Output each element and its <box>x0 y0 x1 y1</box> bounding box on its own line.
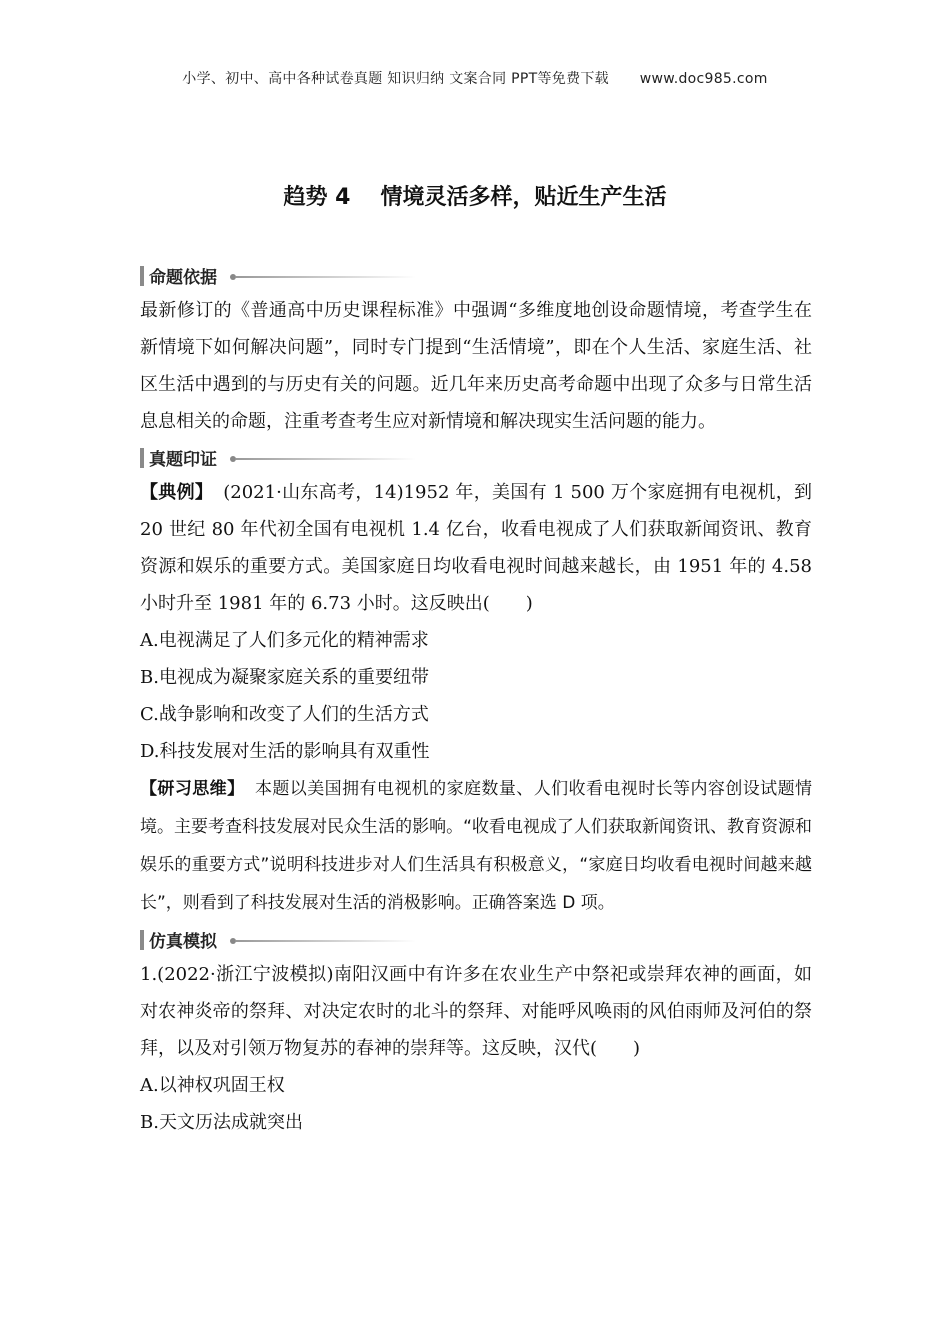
example-tag: 【典例】 <box>140 482 214 503</box>
option-d: D.科技发展对生活的影响具有双重性 <box>140 741 430 762</box>
section-heading-sim <box>140 924 812 956</box>
section-rule <box>236 940 416 942</box>
section-rule <box>236 276 416 278</box>
question-paragraph: 1.(2022·浙江宁波模拟)南阳汉画中有许多在农业生产中祭祀或崇拜农神的画面，如对农神炎帝的祭拜、对决定农时的北斗的祭拜、对能呼风唤雨的风伯雨师及河伯的祭拜，以及对引领万物复苏的春神的崇拜等。这反映，汉代( ) <box>140 964 812 1059</box>
title-prefix: 趋势 4 <box>283 185 351 210</box>
sim-option-b: B.天文历法成就突出 <box>140 1112 303 1133</box>
thinking-tag: 【研习思维】 <box>140 779 245 799</box>
title-main: 情境灵活多样，贴近生产生活 <box>380 185 667 210</box>
section-bar-icon <box>140 266 144 286</box>
thinking-text: 本题以美国拥有电视机的家庭数量、人们收看电视时长等内容创设试题情境。主要考查科技发展对民众生活的影响。“收看电视成了人们获取新闻资讯、教育资源和娱乐的重要方式”说明科技进步对人们生活具有积极意义，“家庭日均收看电视时间越来越长”，则看到了科技发展对生活的消极影响。正确答案选 D 项。 <box>140 779 813 913</box>
sim-option-a: A.以神权巩固王权 <box>140 1075 285 1096</box>
page-header <box>0 68 950 88</box>
page-title <box>0 180 950 211</box>
section-heading-real <box>140 442 812 474</box>
section-rule <box>236 458 416 460</box>
section-heading-basis <box>140 260 812 292</box>
header-text: 小学、初中、高中各种试卷真题 知识归纳 文案合同 PPT等免费下载 <box>182 71 609 87</box>
option-c: C.战争影响和改变了人们的生活方式 <box>140 704 429 725</box>
section-bar-icon <box>140 930 144 950</box>
header-site-link[interactable]: www.doc985.com <box>639 71 768 87</box>
option-a: A.电视满足了人们多元化的精神需求 <box>140 630 429 651</box>
section-label: 仿真模拟 <box>149 932 217 952</box>
basis-paragraph: 最新修订的《普通高中历史课程标准》中强调“多维度地创设命题情境，考查学生在新情境下如何解决问题”，同时专门提到“生活情境”，即在个人生活、家庭生活、社区生活中遇到的与历史有关的问题。近几年来历史高考命题中出现了众多与日常生活息息相关的命题，注重考查考生应对新情境和解决现实生活问题的能力。 <box>140 300 812 432</box>
document-body <box>140 258 812 1141</box>
section-bar-icon <box>140 448 144 468</box>
example-paragraph <box>140 474 812 622</box>
section-label: 真题印证 <box>149 450 217 470</box>
thinking-paragraph <box>140 770 812 922</box>
example-text: (2021·山东高考，14)1952 年，美国有 1 500 万个家庭拥有电视机，到 20 世纪 80 年代初全国有电视机 1.4 亿台，收看电视成了人们获取新闻资讯、教育资源和娱乐的重要方式。美国家庭日均收看电视时间越来越长，由 1951 年的 4.58 小时升至 1981 年的 6.73 小时。这反映出( ) <box>140 482 813 614</box>
section-label: 命题依据 <box>149 268 217 288</box>
option-b: B.电视成为凝聚家庭关系的重要纽带 <box>140 667 429 688</box>
